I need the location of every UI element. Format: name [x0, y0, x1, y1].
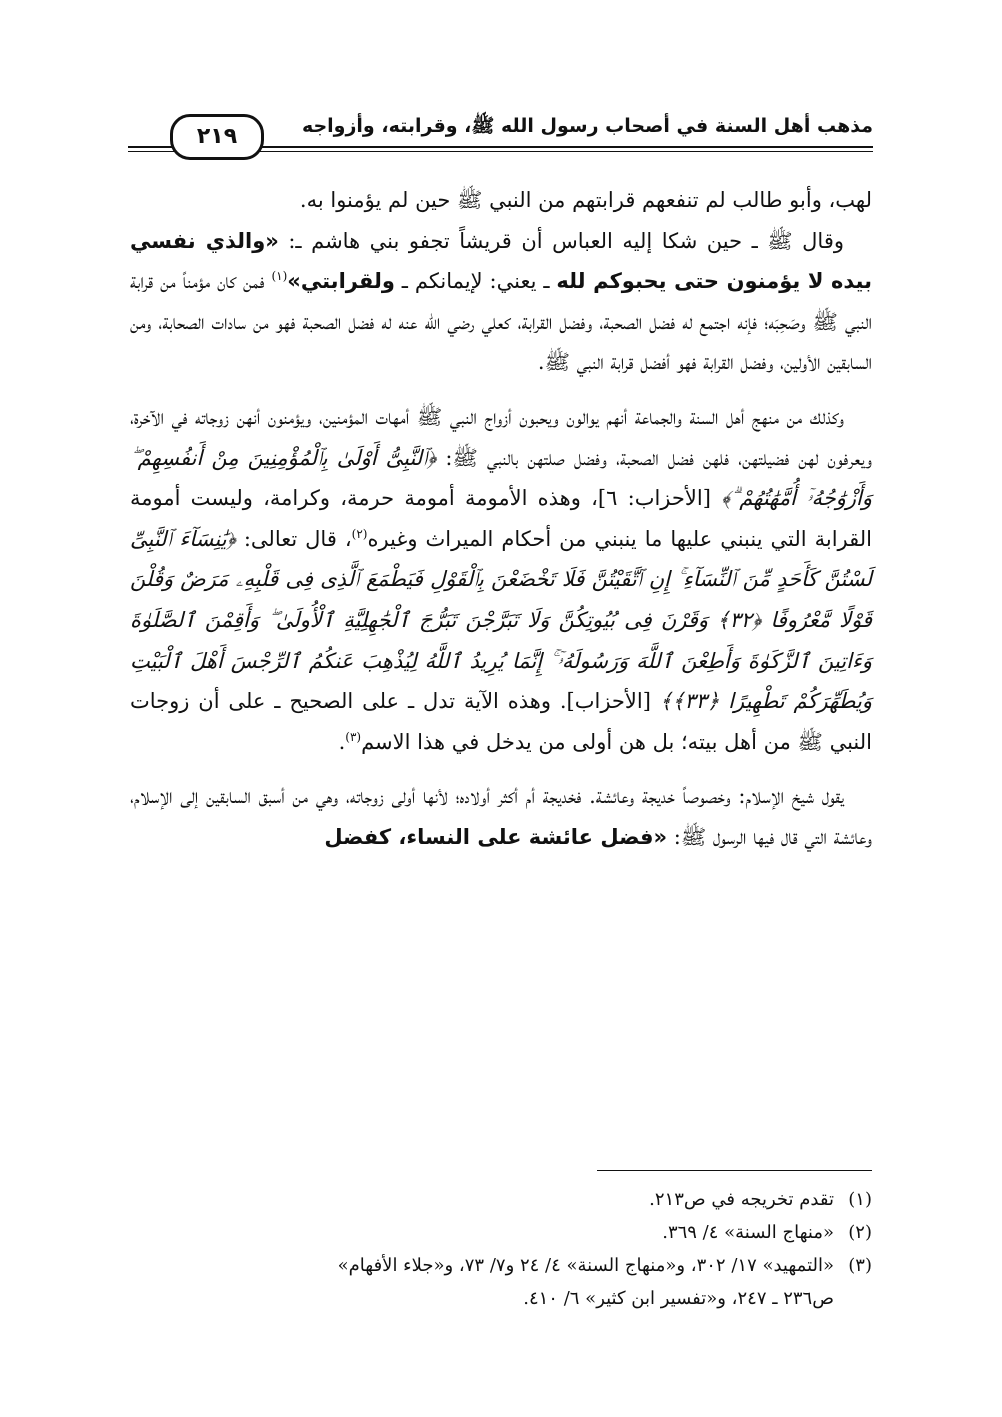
- footnote-marker: (٢): [351, 526, 368, 541]
- page-number: ٢١٩: [170, 114, 264, 160]
- text-segment: ، قال تعالى:: [235, 526, 352, 551]
- hadith-quote: ولقرابتي»: [287, 269, 395, 294]
- hadith-quote: «والذي نفسي بيده لا يؤمنون حتى يحبوكم لله: [130, 228, 872, 294]
- footnote-marker: (١): [271, 269, 288, 284]
- text-segment: [الأحزاب: ٦]، وهذه الأمومة أمومة حرمة، وكرامة، وليست أمومة القرابة التي ينبني عليها ما ينبني من أحكام الميراث وغيره: [130, 486, 872, 551]
- footnote-number: (٢): [848, 1222, 872, 1243]
- quran-verse: ﴿يَٰنِسَآءَ ٱلنَّبِىِّ لَسْتُنَّ كَأَحَدٍ مِّنَ ٱلنِّسَآءِ ۚ إِنِ ٱتَّقَيْتُنَّ فَلَا تَخْضَعْنَ بِٱلْقَوْلِ فَيَطْمَعَ ٱلَّذِى فِى قَلْبِهِۦ مَرَضٌ وَقُلْنَ قَوْلًا مَّعْرُوفًا ﴿٣٢﴾ وَقَرْنَ فِى بُيُوتِكُنَّ وَلَا تَبَرَّجْنَ تَبَرُّجَ ٱلْجَٰهِلِيَّةِ ٱلْأُولَىٰ ۖ وَأَقِمْنَ ٱلصَّلَوٰةَ وَءَاتِينَ ٱلزَّكَوٰةَ وَأَطِعْنَ ٱللَّهَ وَرَسُولَهُۥٓ ۚ إِنَّمَا يُرِيدُ ٱللَّهُ لِيُذْهِبَ عَنكُمُ ٱلرِّجْسَ أَهْلَ ٱلْبَيْتِ وَيُطَهِّرَكُمْ تَطْهِيرًا ﴿٣٣﴾﴾: [130, 526, 873, 714]
- paragraph: [130, 180, 872, 221]
- text-segment: فمن كان مؤمناً من قرابة النبي ﷺ وصَحِبَه؛ فإنه اجتمع له فضل الصحبة، وفضل القرابة، كعلي رضي الله عنه له فضل الصحبة فهو من سادات الصحابة، ومن السابقين الأولين، وفضل القرابة فهو أفضل قرابة النبي ﷺ.: [130, 269, 872, 375]
- footnote-number: (٣): [848, 1255, 872, 1276]
- footnote-text: «منهاج السنة» ٤/ ٣٦٩.: [662, 1222, 834, 1243]
- paragraph: [130, 776, 872, 857]
- page-header: [128, 102, 873, 158]
- main-text: [130, 180, 872, 858]
- footnote-number: (١): [848, 1189, 872, 1210]
- footnotes: [130, 1183, 872, 1315]
- hadith-quote: «فضل عائشة على النساء، كفضل: [324, 824, 668, 849]
- running-title: مذهب أهل السنة في أصحاب رسول الله ﷺ، وقرابته، وأزواجه: [301, 115, 873, 137]
- paragraph: [130, 221, 872, 383]
- quran-verse: ﴿ٱلنَّبِىُّ أَوْلَىٰ بِٱلْمُؤْمِنِينَ مِنْ أَنفُسِهِمْ ۖ وَأَزْوَٰجُهُۥٓ أُمَّهَٰتُهُمْ ۗ﴾: [130, 445, 872, 511]
- footnote: [130, 1216, 872, 1249]
- text-segment: يقول شيخ الإسلام: وخصوصاً خديجة وعائشة. فخديجة أم أكثر أولاده؛ لأنها أولى زوجاته، وهي من أسبق السابقين إلى الإسلام، وعائشة التي قال فيها الرسول ﷺ:: [130, 784, 872, 849]
- text-segment: لهب، وأبو طالب لم تنفعهم قرابتهم من النبي ﷺ حين لم يؤمنوا به.: [299, 188, 872, 212]
- footnote-text: ص٢٣٦ ـ ٢٤٧، و«تفسير ابن كثير» ٦/ ٤١٠.: [523, 1288, 834, 1309]
- footnote-marker: (٣): [345, 729, 362, 744]
- text-segment: .: [338, 729, 346, 754]
- text-segment: [الأحزاب]. وهذه الآية تدل ـ على الصحيح ـ على أن زوجات النبي ﷺ من أهل بيته؛ بل هن أولى من يدخل في هذا الاسم: [130, 689, 872, 754]
- paragraph: [130, 397, 872, 762]
- footnote-text: «التمهيد» ١٧/ ٣٠٢، و«منهاج السنة» ٤/ ٢٤ و٧/ ٧٣، و«جلاء الأفهام»: [337, 1255, 834, 1276]
- text-segment: وكذلك من منهج أهل السنة والجماعة أنهم يوالون ويحبون أزواج النبي ﷺ أمهات المؤمنين، ويؤمنون أنهن زوجاته في الآخرة، ويعرفون لهن فضيلتهن، فلهن فضل الصحبة، وفضل صلتهن بالنبي ﷺ:: [130, 404, 872, 470]
- footnote-text: تقدم تخريجه في ص٢١٣.: [649, 1189, 834, 1210]
- text-segment: وقال ﷺ ـ حين شكا إليه العباس أن قريشاً تجفو بني هاشم ـ:: [278, 228, 844, 253]
- text-segment: ـ يعني: لإيمانكم ـ: [394, 269, 557, 294]
- footnote: [130, 1249, 872, 1282]
- footnote: [130, 1183, 872, 1216]
- footnote-separator: [597, 1170, 872, 1171]
- footnote: [130, 1282, 872, 1315]
